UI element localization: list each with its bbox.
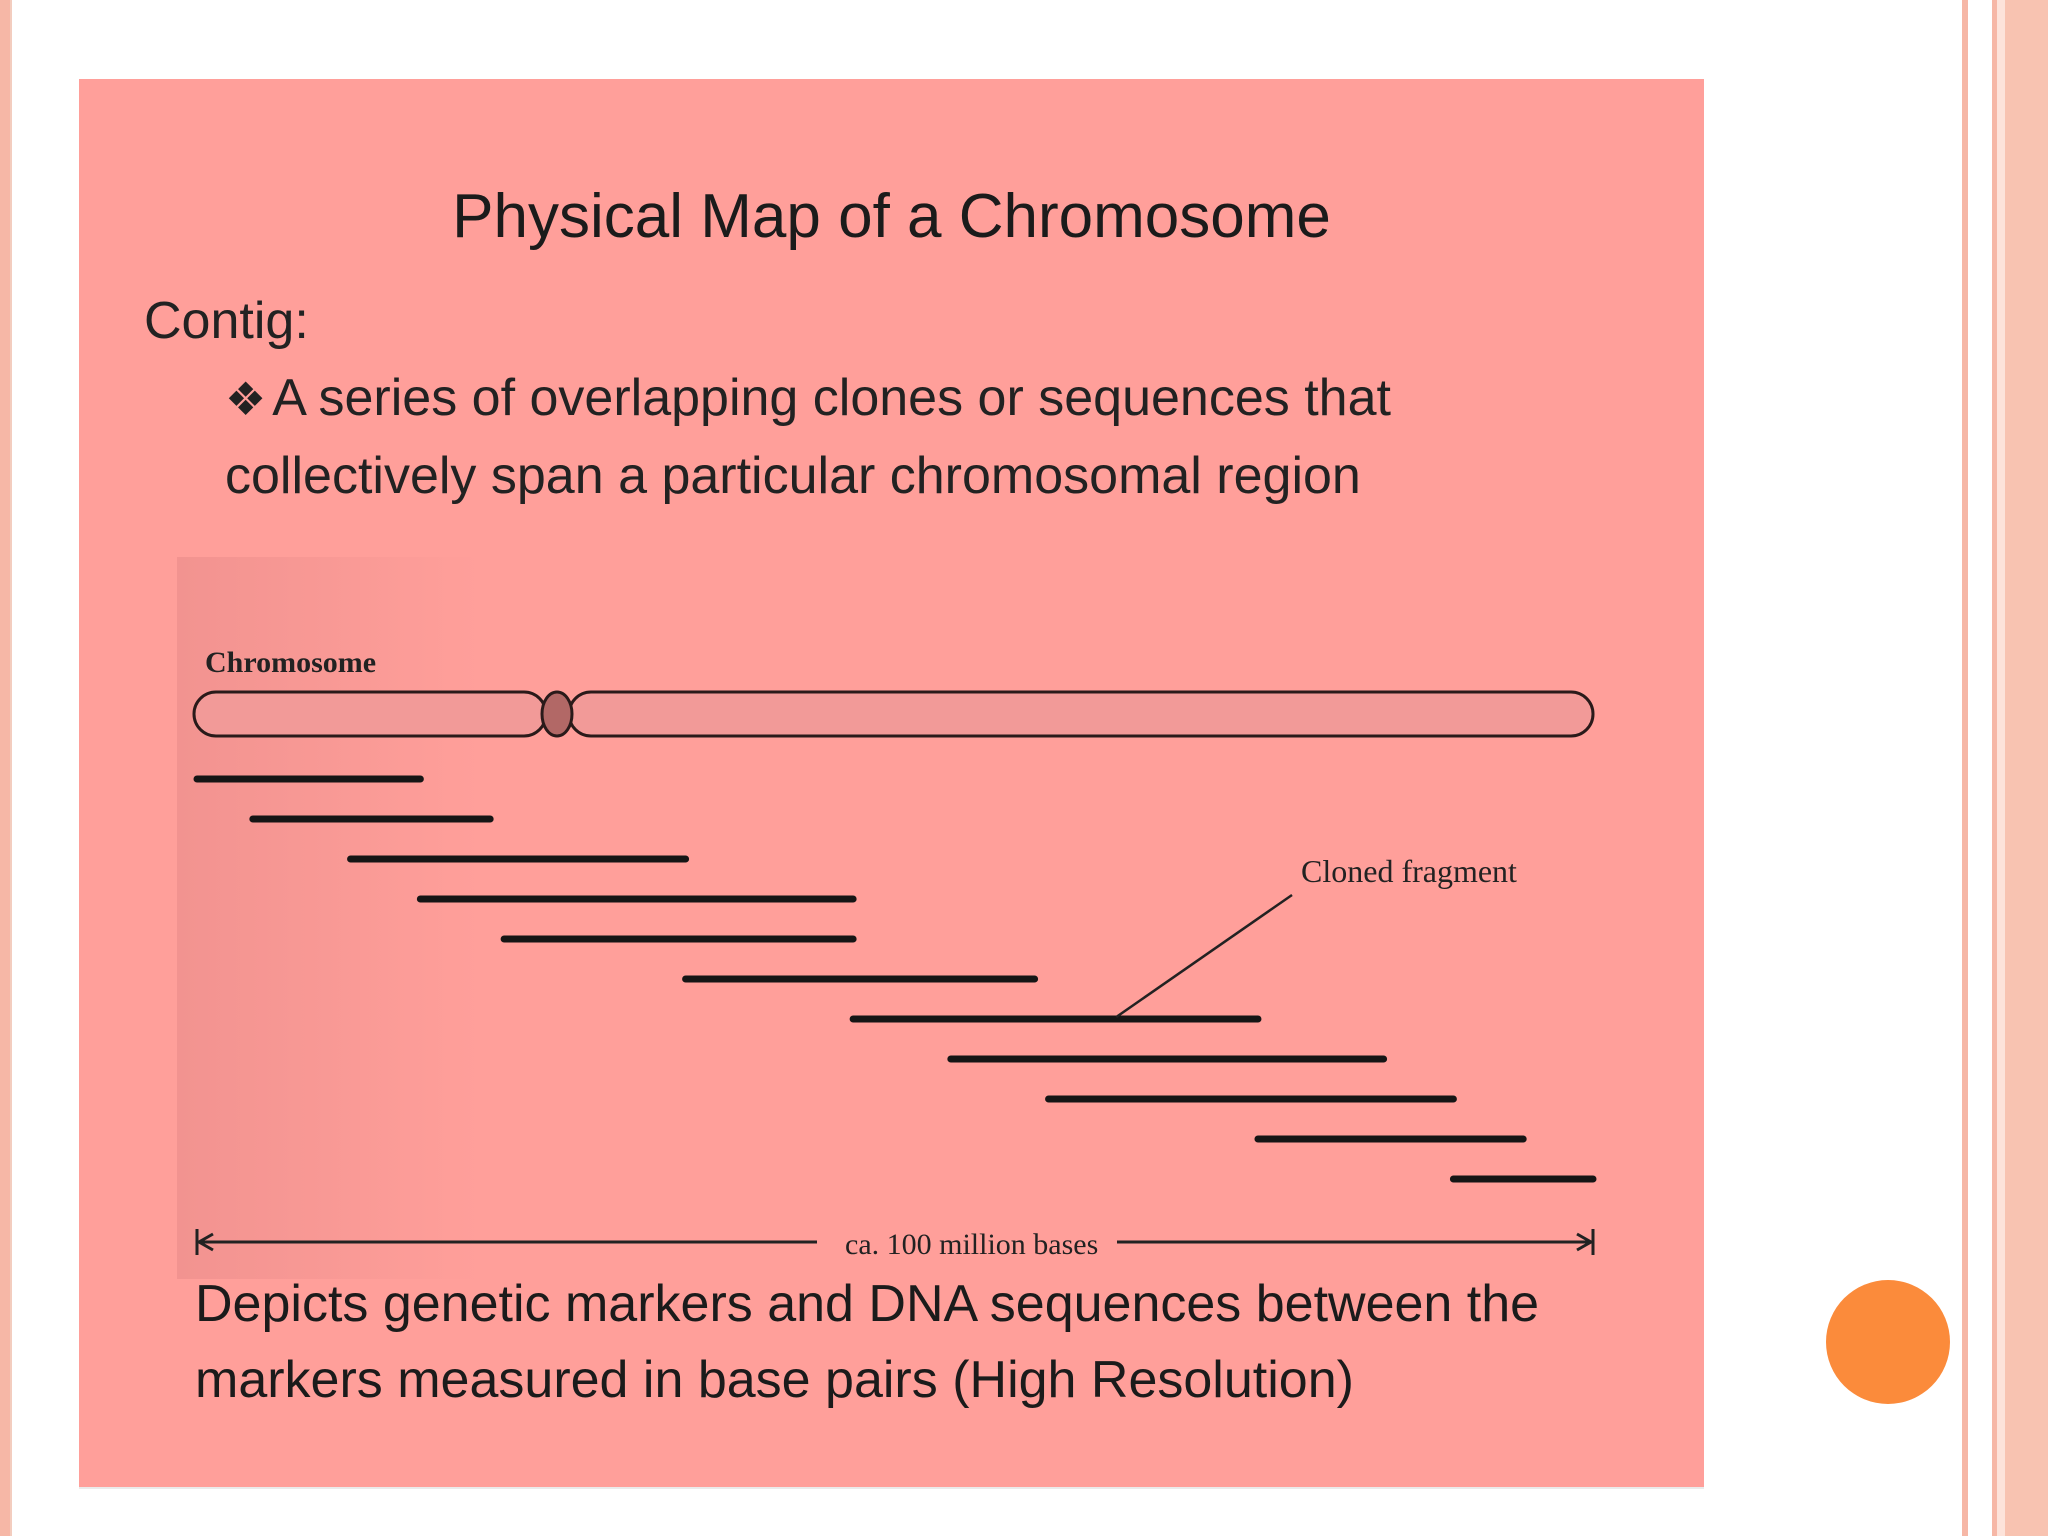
chromosome-long-arm [569, 692, 1593, 736]
description-line-2: markers measured in base pairs (High Resolution) [195, 1351, 1354, 1409]
cloned-fragment-label: Cloned fragment [1301, 853, 1517, 889]
contig-diagram [177, 557, 1697, 1279]
diagram-background [177, 557, 1697, 1279]
left-decorative-stripe [0, 0, 10, 1536]
scale-label: ca. 100 million bases [845, 1228, 1099, 1261]
chromosome-label: Chromosome [205, 646, 377, 679]
diamond-bullet-icon: ❖ [225, 373, 267, 425]
chromosome-bar [194, 692, 1593, 736]
centromere [542, 692, 572, 736]
orange-accent-dot [1826, 1280, 1950, 1404]
right-stripe-2 [1968, 0, 1992, 1536]
slide-panel [79, 79, 1704, 1487]
chromosome-short-arm [194, 692, 546, 736]
contig-diagram-svg [177, 557, 1697, 1279]
right-stripe-4 [1997, 0, 2005, 1536]
bullet-text-line-1 [225, 368, 1391, 428]
description-line-1: Depicts genetic markers and DNA sequences between the [195, 1275, 1540, 1333]
bullet-text-1: A series of overlapping clones or sequences that [272, 369, 1391, 427]
contig-heading: Contig: [144, 292, 309, 350]
right-stripe-5 [2005, 0, 2048, 1536]
bullet-text-line-2: collectively span a particular chromosomal region [225, 447, 1361, 505]
slide-title: Physical Map of a Chromosome [452, 182, 1331, 251]
